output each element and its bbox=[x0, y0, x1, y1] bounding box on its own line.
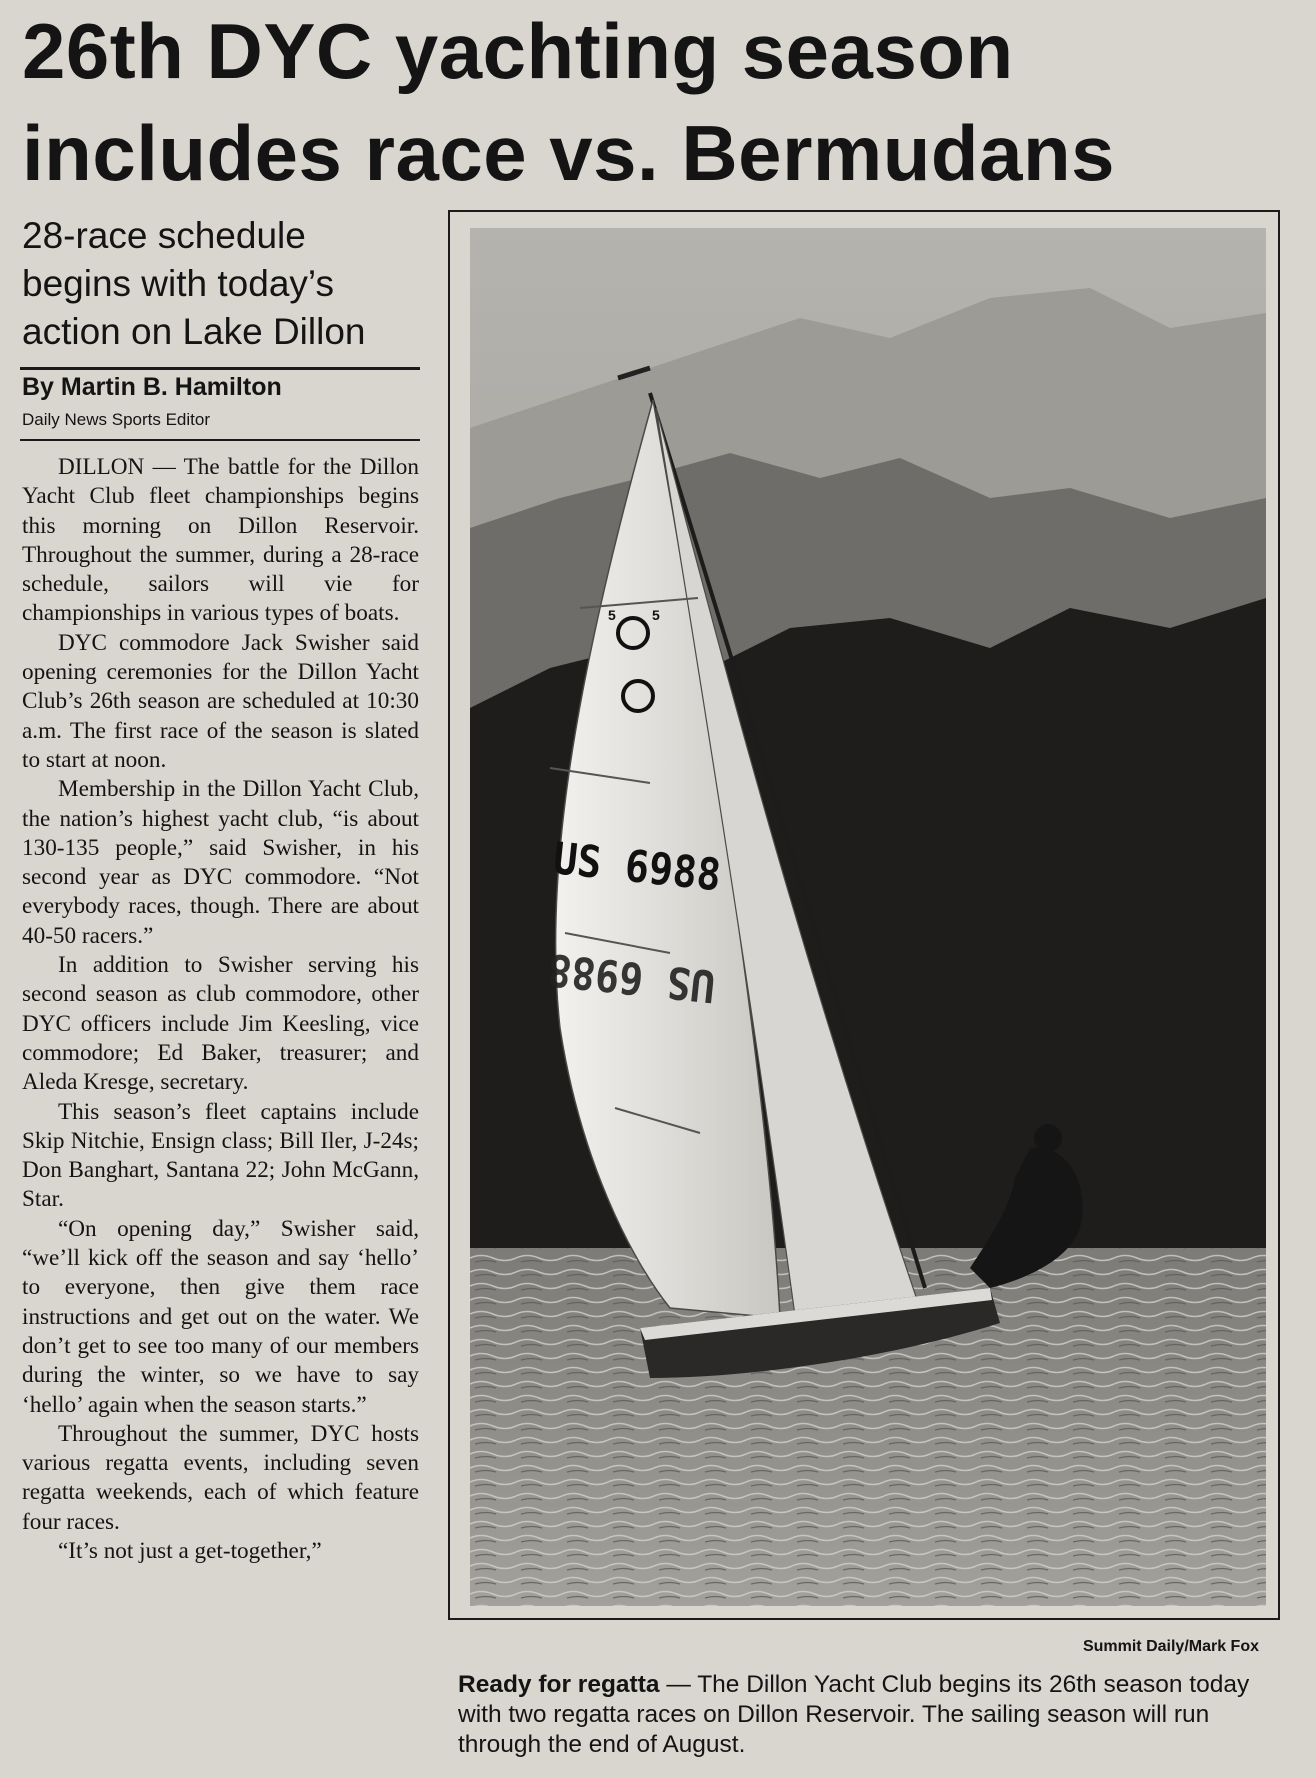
byline: By Martin B. Hamilton bbox=[22, 373, 282, 401]
article-paragraph: This season’s fleet captains include Skip Nitchie, Ensign class; Bill Iler, J-24s; Don Banghart, Santana 22; John McGann, Star. bbox=[22, 1098, 419, 1213]
article-body bbox=[22, 453, 419, 1775]
article-paragraph: In addition to Swisher serving his second season as club commodore, other DYC officers include Jim Keesling, vice commodore; Ed Baker, treasurer; and Aleda Kresge, secretary. bbox=[22, 952, 419, 1096]
article-paragraph: Membership in the Dillon Yacht Club, the nation’s highest yacht club, “is about 130-135 people,” said Swisher, in his second year as DYC commodore. “Not everybody races, though. There are about 40-50 racers.” bbox=[22, 776, 419, 949]
crew-head bbox=[1034, 1124, 1062, 1152]
byline-title: Daily News Sports Editor bbox=[22, 410, 211, 429]
caption-lead: Ready for regatta bbox=[458, 1671, 660, 1698]
photo-caption bbox=[458, 1670, 1264, 1760]
byline-top-rule bbox=[20, 367, 420, 370]
caption-text: The Dillon Yacht Club begins its 26th season today with two regatta races on Dillon Reservoir. The sailing season will run through the end of August. bbox=[458, 1671, 1250, 1758]
subheadline: 28-race schedule begins with today’s action on Lake Dillon bbox=[22, 215, 366, 352]
article-paragraph: DYC commodore Jack Swisher said opening ceremonies for the Dillon Yacht Club’s 26th season are scheduled at 10:30 a.m. The first race of the season is slated to start at noon. bbox=[22, 629, 419, 773]
article-paragraph: Throughout the summer, DYC hosts various regatta events, including seven regatta weekends, each of which feature four races. bbox=[22, 1420, 419, 1535]
svg-text:5: 5 bbox=[608, 607, 616, 623]
sail-number: US 6988 bbox=[550, 833, 741, 904]
byline-bottom-rule bbox=[20, 439, 420, 441]
svg-text:5: 5 bbox=[652, 607, 660, 623]
article-paragraph: DILLON — The battle for the Dillon Yacht Club fleet championships begins this morning on Dillon Reservoir. Throughout the summer, during a 28-race schedule, sailors will vie for championships in various types of boats. bbox=[22, 454, 419, 627]
article-paragraph: “It’s not just a get-together,” bbox=[58, 1537, 322, 1564]
headline: 26th DYC yachting season includes race vs. Bermudans bbox=[22, 7, 1115, 197]
article-paragraph: “On opening day,” Swisher said, “we’ll kick off the season and say ‘hello’ to everyone, then give them race instructions and get out on the water. We don’t get to see too many of our members during the winter, so we have to say ‘hello’ again when the season starts.” bbox=[22, 1215, 419, 1418]
photo-credit: Summit Daily/Mark Fox bbox=[1082, 1638, 1259, 1655]
sail-number-reverse: US 6988 bbox=[527, 941, 718, 1012]
sailboat-photo bbox=[470, 228, 1266, 1606]
caption-separator: — bbox=[659, 1671, 698, 1698]
